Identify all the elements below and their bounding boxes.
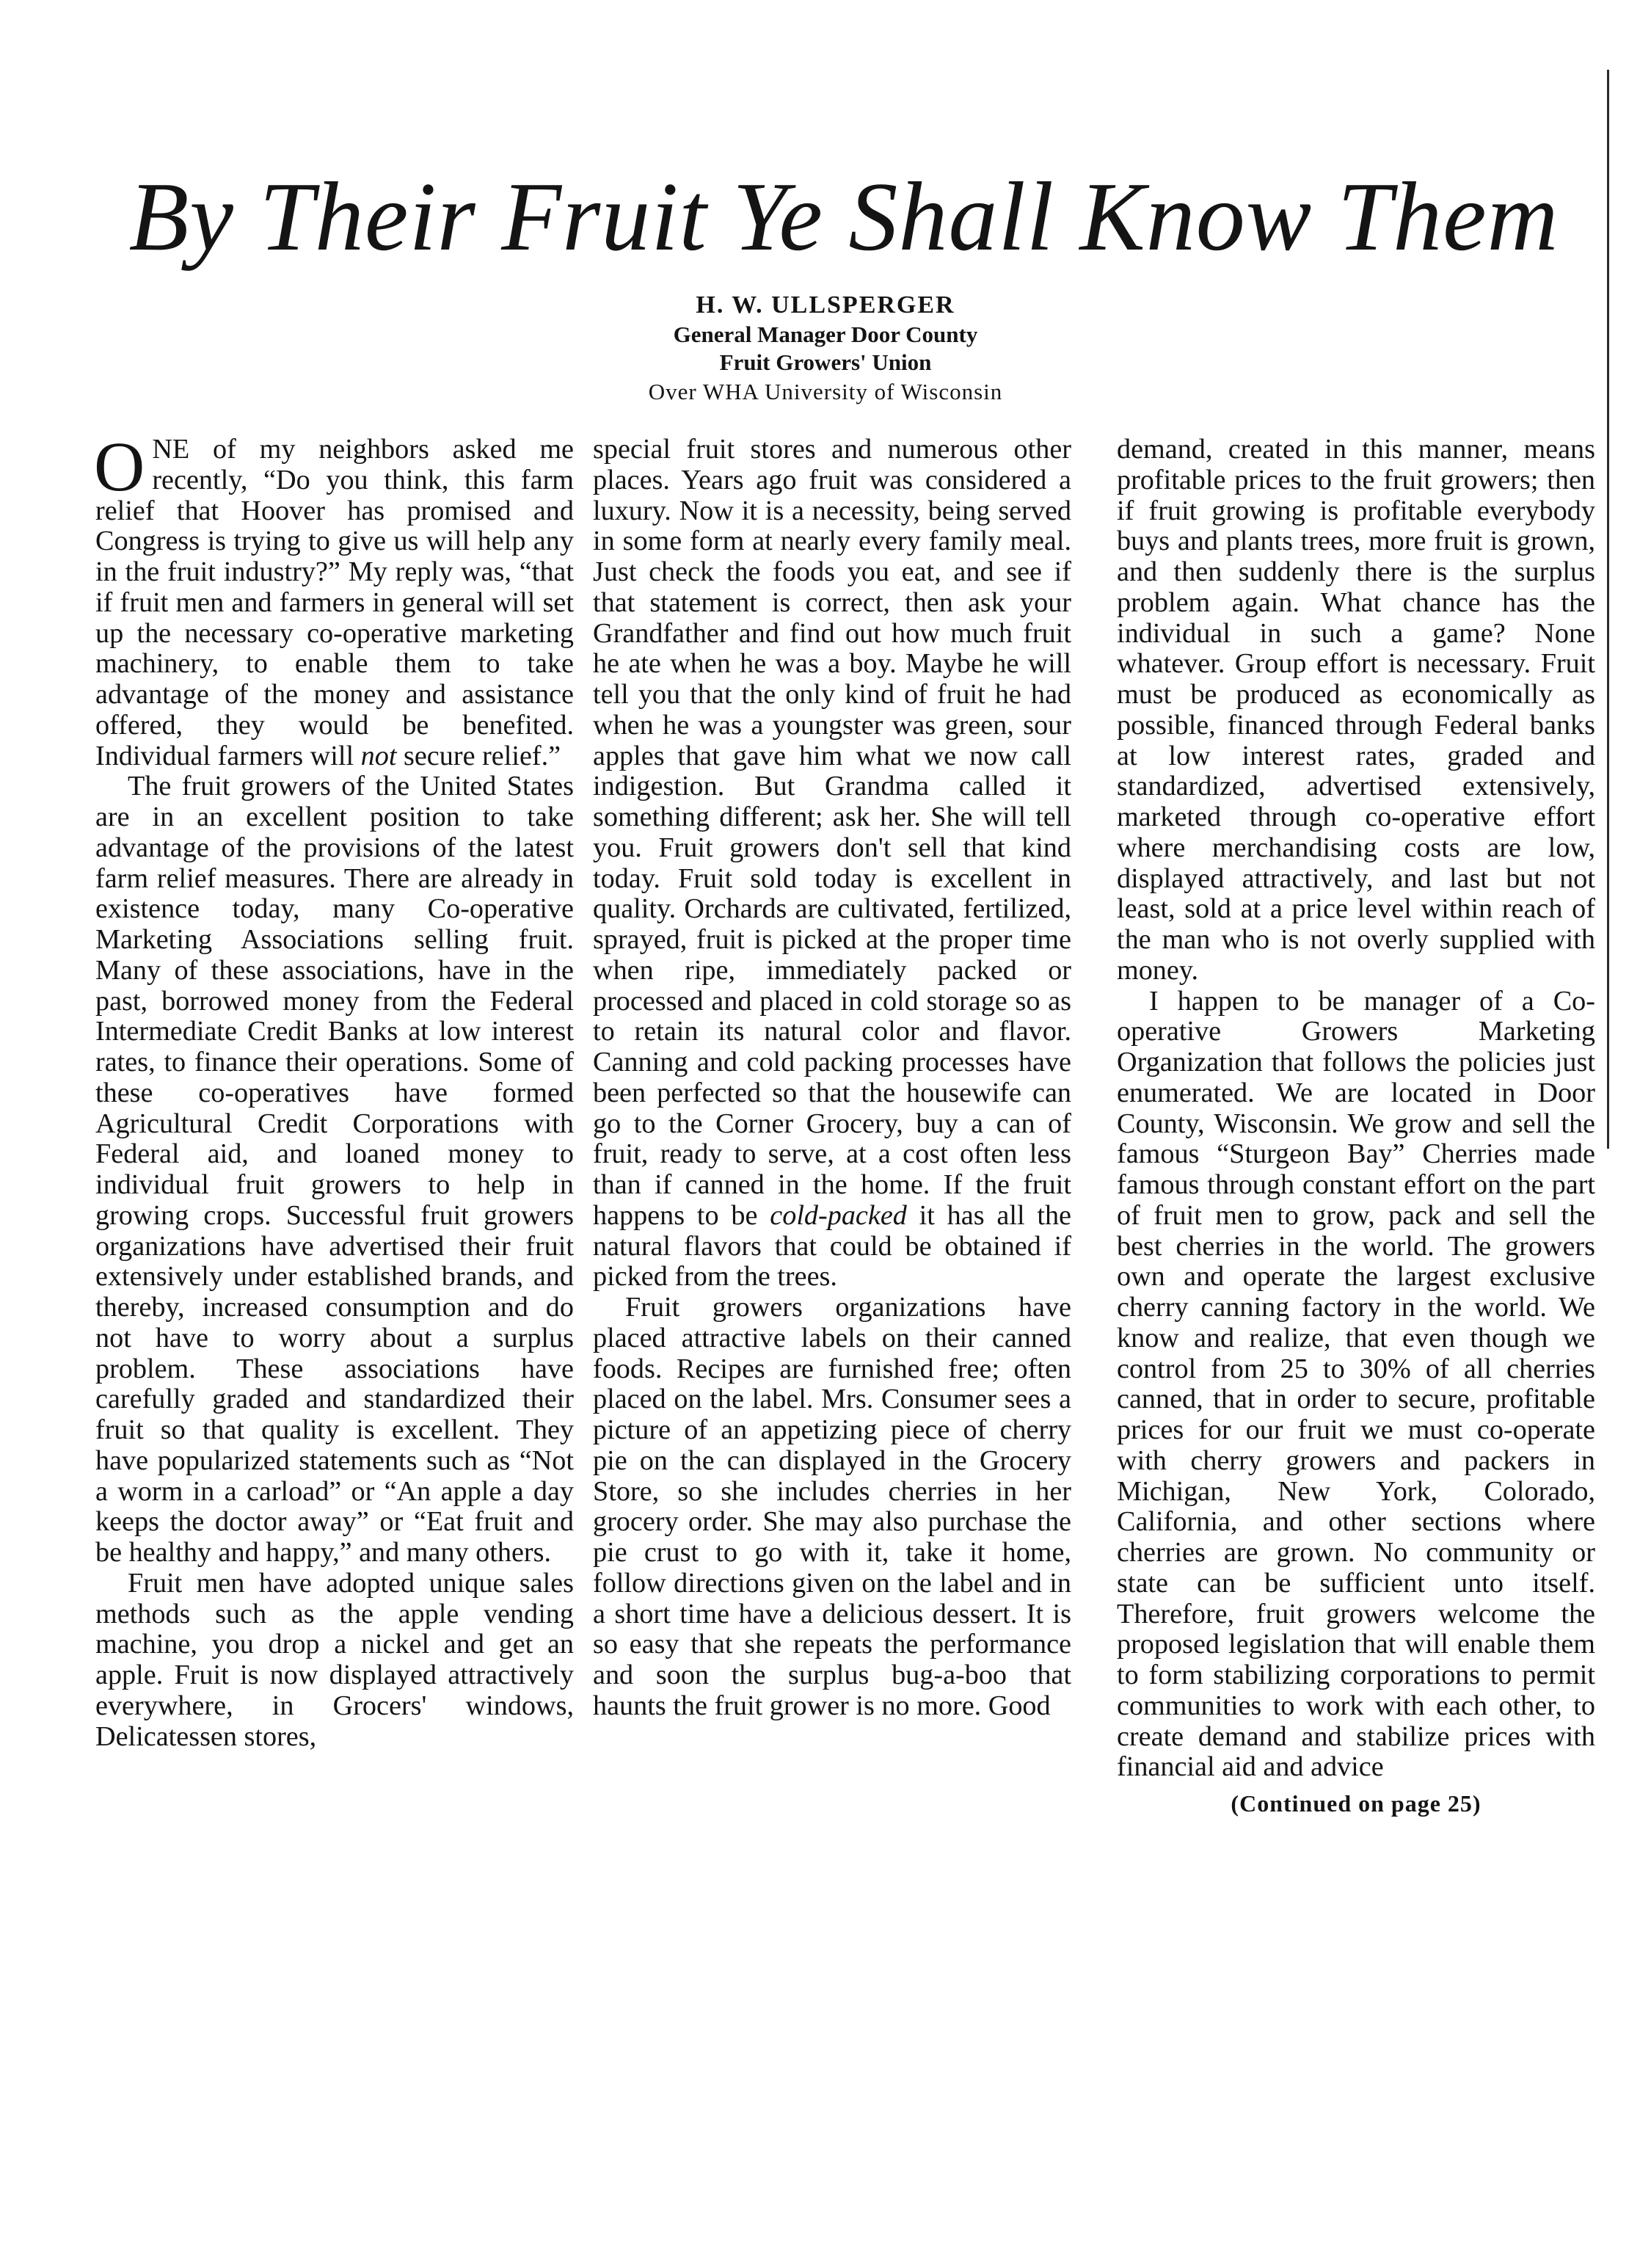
text-column-1 [94, 427, 574, 1752]
paragraph [593, 435, 1071, 1293]
paragraph-text: it has all the natural flavors that could be obtained if picked from the trees. [593, 1199, 1072, 1293]
continued-note: (Continued on page 25) [1231, 1790, 1481, 1817]
paragraph [94, 427, 574, 771]
article-title: By Their Fruit Ye Shall Know Them [128, 162, 1559, 271]
emphasis-text: not [360, 740, 397, 771]
paragraph-text: special fruit stores and numerous other places. Years ago fruit was considered a luxury. Now it is a necessity, being served in some form at nearly every family meal. Just check the foods you eat, and see if that statement is correct, then ask your Grandfather and find out how much fruit he ate when he was a boy. Maybe he will tell you that the only kind of fruit he had when he was a youngster was green, sour apples that gave him what we now call indigestion. But Grandma called it something different; ask her. She will tell you. Fruit growers don't sell that kind today. Fruit sold today is excellent in quality. Orchards are cultivated, fertilized, sprayed, fruit is picked at the proper time when ripe, immediately packed or processed and placed in cold storage so as to retain its natural color and flavor. Canning and cold packing processes have been perfected so that the housewife can go to the Corner Grocery, buy a can of fruit, ready to serve, at a cost often less than if canned in the home. If the fruit happens to be [593, 434, 1071, 1231]
byline [550, 290, 1101, 407]
paragraph: I happen to be manager of a Co-operative Growers Marketing Organization that follows the policies just enumerated. We are located in Door County, Wisconsin. We grow and sell the famous “Sturgeon Bay” Cherries made famous through constant effort on the part of fruit men to grow, pack and sell the best cherries in the world. The growers own and operate the largest exclusive cherry canning factory in the world. We know and realize, that even though we control from 25 to 30% of all cherries canned, that in order to secure, profitable prices for our fruit we must co-operate with cherry growers and packers in Michigan, New York, Colorado, California, and other sections where cherries are grown. No community or state can be sufficient unto itself. Therefore, fruit growers welcome the proposed legislation that will enable them to form stabilizing corporations to permit communities to work with each other, to create demand and stabilize prices with financial aid and advice [1117, 985, 1595, 1783]
text-column-2 [593, 435, 1071, 1722]
author-organization: Fruit Growers' Union [719, 349, 932, 375]
author-name: H. W. ULLSPERGER [696, 291, 955, 319]
paragraph: Fruit men have adopted unique sales methods such as the apple vending machine, you drop a nickel and get an apple. Fruit is now displayed attractively everywhere, in Grocers' windows, Delicatessen stores, [95, 1567, 574, 1752]
paragraph-text: NE of my neighbors asked me recently, “Do you think, this farm relief that Hoover has promised and Congress is trying to give us will help any in the fruit industry?” My reply was, “that if fruit men and farmers in general will set up the necessary co-operative marketing machinery, to enable them to take advantage of the money and assistance offered, they would be benefited. Individual farmers will [95, 434, 574, 771]
paragraph: Fruit growers organizations have placed attractive labels on their canned foods. Recipes are furnished free; often placed on the label. Mrs. Consumer sees a picture of an appetizing piece of cherry pie on the can displayed in the Grocery Store, so she includes cherries in her grocery order. She may also purchase the pie crust to go with it, take it home, follow directions given on the label and in a short time have a delicious dessert. It is so easy that she repeats the performance and soon the surplus bug-a-boo that haunts the fruit grower is no more. Good [593, 1292, 1071, 1721]
author-role: General Manager Door County [673, 321, 978, 347]
broadcast-station: Over WHA University of Wisconsin [648, 379, 1003, 404]
drop-cap: O [94, 427, 145, 506]
paragraph-text: secure relief.” [404, 740, 561, 771]
paragraph: demand, created in this manner, means profitable prices to the fruit growers; then if fruit growing is profitable everybody buys and plants trees, more fruit is grown, and then suddenly there is the surplus problem again. What chance has the individual in such a game? None whatever. Group effort is necessary. Fruit must be produced as economically as possible, financed through Federal banks at low interest rates, graded and standardized, advertised extensively, marketed through co-operative effort where merchandising costs are low, displayed attractively, and last but not least, sold at a price level within reach of the man who is not overly supplied with money. [1117, 434, 1595, 986]
page-edge-rule [1607, 70, 1609, 1149]
paragraph: The fruit growers of the United States are in an excellent position to take advantage of the provisions of the latest farm relief measures. There are already in existence today, many Co-operative Marketing Associations selling fruit. Many of these associations, have in the past, borrowed money from the Federal Intermediate Credit Banks at low interest rates, to finance their operations. Some of these co-operatives have formed Agricultural Credit Corporations with Federal aid, and loaned money to individual fruit growers to help in growing crops. Successful fruit growers organizations have advertised their fruit extensively under established brands, and thereby, increased consumption and do not have to worry about a surplus problem. These associations have carefully graded and standardized their fruit so that quality is excellent. They have popularized statements such as “Not a worm in a carload” or “An apple a day keeps the doctor away” or “Eat fruit and be healthy and happy,” and many others. [95, 771, 574, 1568]
emphasis-text: cold-packed [770, 1199, 907, 1231]
text-column-3 [1117, 435, 1595, 1818]
